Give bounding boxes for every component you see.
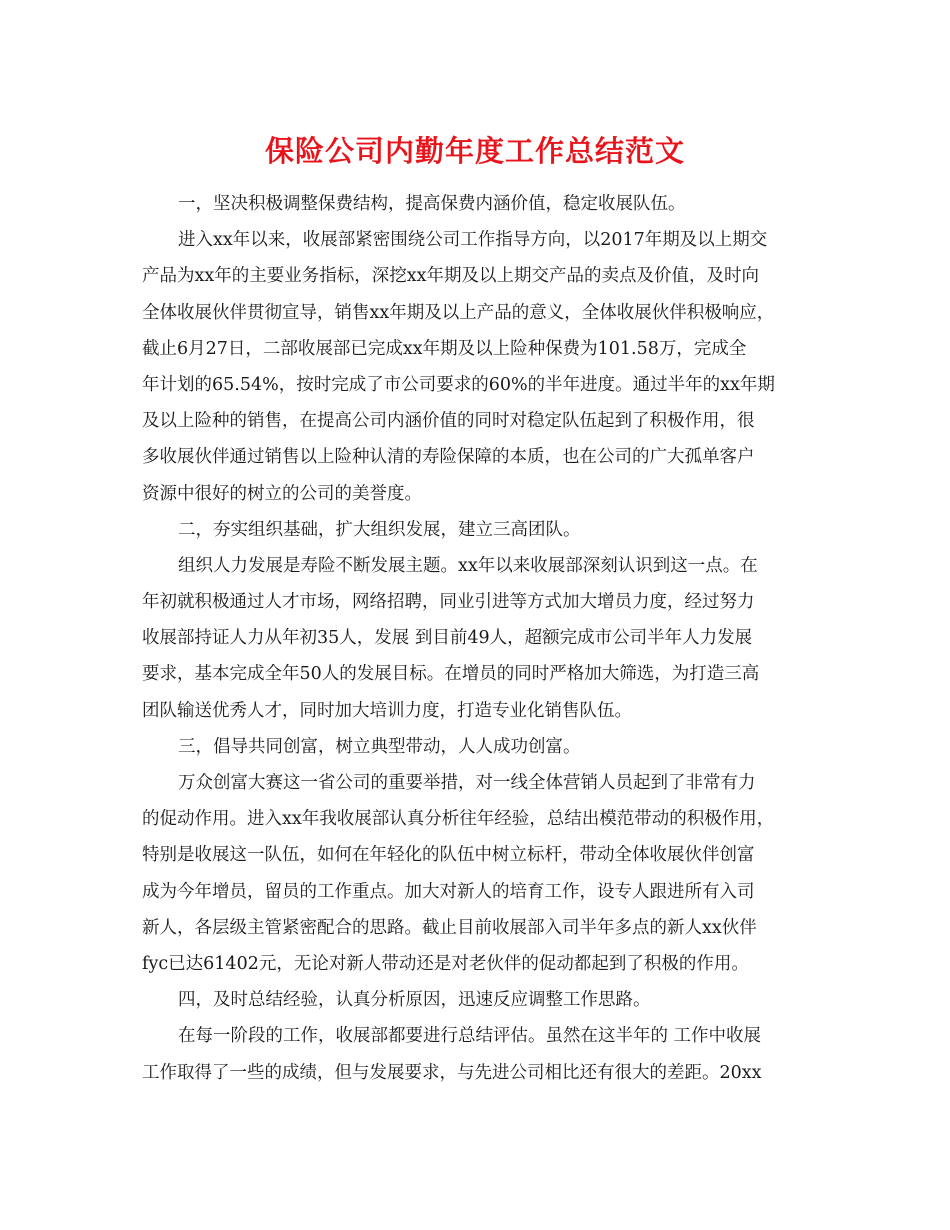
text-line: 及以上险种的销售，在提高公司内涵价值的同时对稳定队伍起到了积极作用，很 xyxy=(142,411,755,432)
text-line: 收展部持证人力从年初35人，发展 到目前49人，超额完成市公司半年人力发展 xyxy=(142,628,753,649)
text-line: 三，倡导共同创富，树立典型带动，人人成功创富。 xyxy=(178,736,581,757)
text-line: fyc已达61402元，无论对新人带动还是对老伙伴的促动都起到了积极的作用。 xyxy=(142,953,749,974)
text-line: 组织人力发展是寿险不断发展主题。xx年以来收展部深刻认识到这一点。在 xyxy=(178,555,758,576)
text-line: 年计划的65.54%，按时完成了市公司要求的60%的半年进度。通过半年的xx年期 xyxy=(142,374,775,395)
document-title: 保险公司内勤年度工作总结范文 xyxy=(264,134,685,168)
text-line: 团队输送优秀人才，同时加大培训力度，打造专业化销售队伍。 xyxy=(142,700,632,721)
document-body xyxy=(142,186,812,1091)
text-line: 进入xx年以来，收展部紧密围绕公司工作指导方向，以2017年期及以上期交 xyxy=(178,230,768,251)
text-line: 多收展伙伴通过销售以上险种认清的寿险保障的本质，也在公司的广大孤单客户 xyxy=(142,447,755,468)
text-line: 产品为xx年的主要业务指标，深挖xx年期及以上期交产品的卖点及价值，及时向 xyxy=(142,266,759,287)
text-line: 全体收展伙伴贯彻宣导，销售xx年期及以上产品的意义，全体收展伙伴积极响应， xyxy=(142,302,775,323)
text-line: 资源中很好的树立的公司的美誉度。 xyxy=(142,483,422,504)
text-line: 在每一阶段的工作，收展部都要进行总结评估。虽然在这半年的 工作中收展 xyxy=(178,1026,762,1047)
text-line: 特别是收展这一队伍，如何在年轻化的队伍中树立标杆，带动全体收展伙伴创富 xyxy=(142,845,755,866)
text-line: 四，及时总结经验，认真分析原因，迅速反应调整工作思路。 xyxy=(178,990,651,1011)
text-line: 年初就积极通过人才市场，网络招聘，同业引进等方式加大增员力度，经过努力 xyxy=(142,592,755,613)
text-line: 要求，基本完成全年50人的发展目标。在增员的同时严格加大筛选，为打造三高 xyxy=(142,664,760,685)
text-line: 工作取得了一些的成绩，但与发展要求，与先进公司相比还有很大的差距。20xx xyxy=(142,1062,762,1083)
text-line: 万众创富大赛这一省公司的重要举措，对一线全体营销人员起到了非常有力 xyxy=(178,773,756,793)
text-line: 截止6月27日，二部收展部已完成xx年期及以上险种保费为101.58万，完成全 xyxy=(142,338,747,359)
text-line: 一，坚决积极调整保费结构，提高保费内涵价值，稳定收展队伍。 xyxy=(178,194,686,214)
text-line: 成为今年增员，留员的工作重点。加大对新人的培育工作，设专人跟进所有入司 xyxy=(142,881,755,902)
text-line: 二，夯实组织基础，扩大组织发展，建立三高团队。 xyxy=(178,519,581,540)
text-line: 新人，各层级主管紧密配合的思路。截止目前收展部入司半年多点的新人xx伙伴 xyxy=(142,917,757,938)
text-line: 的促动作用。进入xx年我收展部认真分析往年经验，总结出模范带动的积极作用， xyxy=(142,809,775,830)
